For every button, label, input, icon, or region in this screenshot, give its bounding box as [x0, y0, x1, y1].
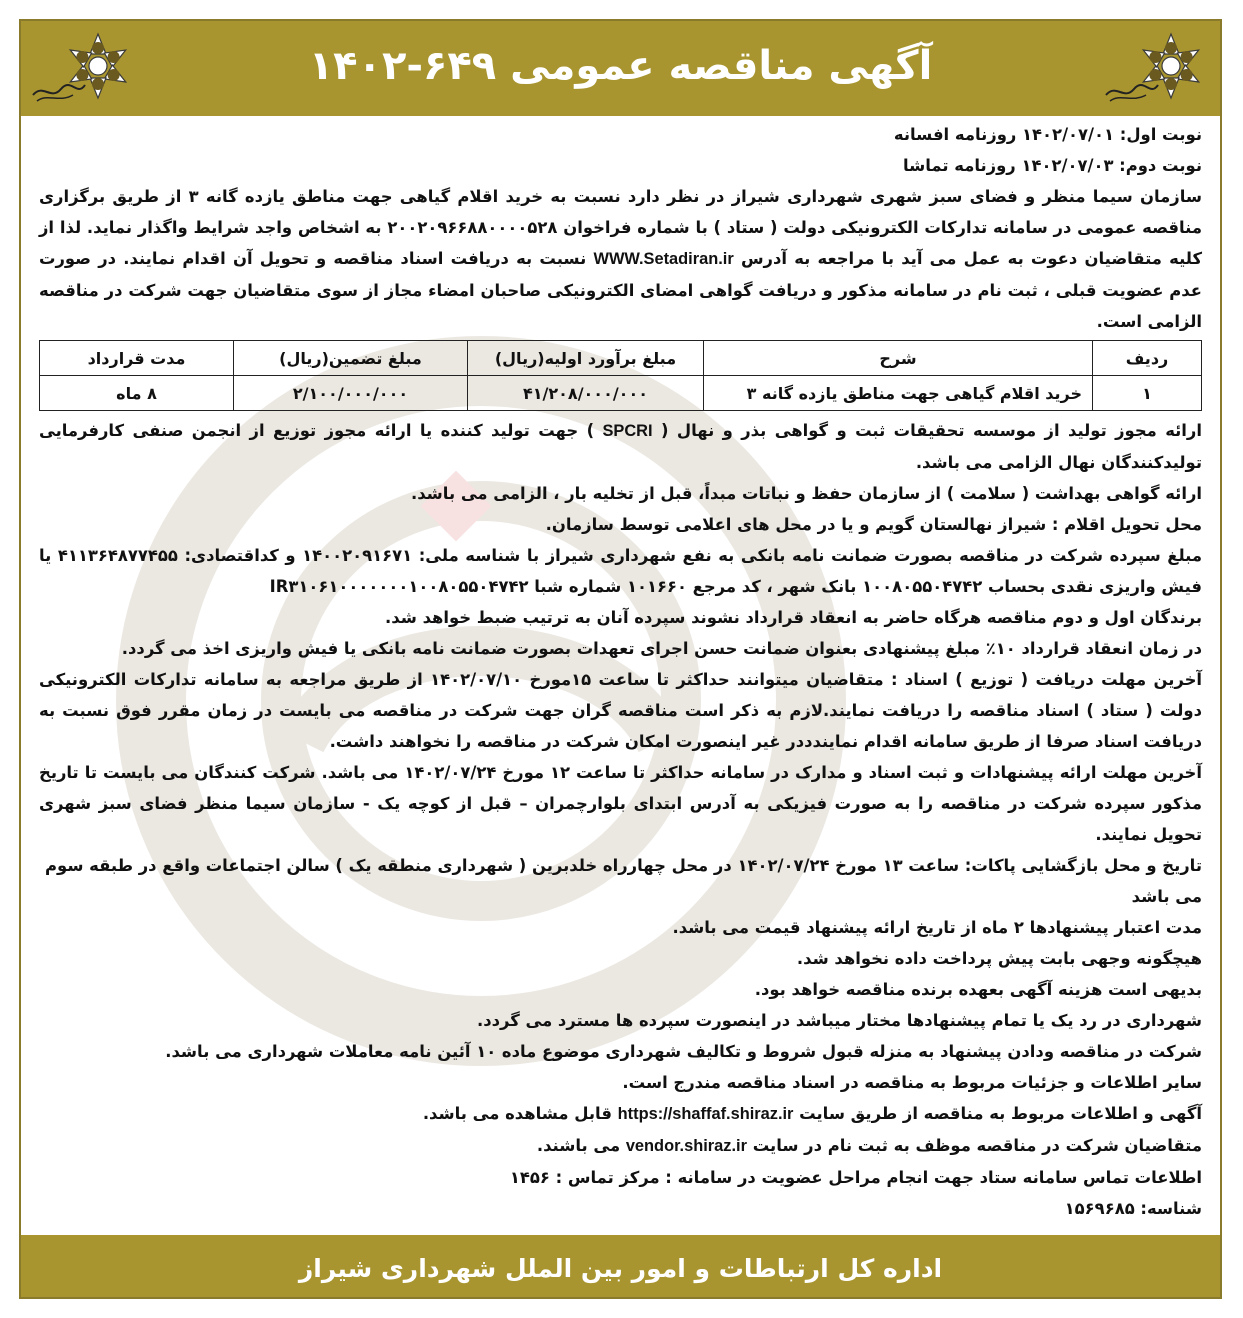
tender-items-table: [39, 340, 1202, 411]
no-prepayment: هیچگونه وجهی بابت پیش پرداخت داده نخواهد شد.: [796, 949, 1202, 968]
deposit-text-1: مبلغ سپرده شرکت در مناقصه بصورت ضمانت نامه بانکی به نفع شهرداری شیراز با شناسه ملی: ۱۴۰۰۲۰۹۱۶۷۱ و کداقتصادی: ۴۱۱۳۶۴۸۷۷۴۵۵ یا فیش واریزی: [39, 546, 1202, 596]
col-initial-estimate: مبلغ برآورد اولیه(ریال): [468, 341, 704, 376]
cell-guarantee-amount: ۲/۱۰۰/۰۰۰/۰۰۰: [234, 376, 468, 411]
spcri-code: SPCRI: [602, 422, 653, 440]
cell-contract-duration: ۸ ماه: [40, 376, 234, 411]
vendor-text-b: می باشند.: [536, 1136, 621, 1155]
license-paragraph: [39, 415, 1202, 478]
intro-paragraph: [39, 181, 1202, 337]
intro-text-6: مذکور و دریافت گواهی امضای الکترونیکی صاحبان امضاء مجاز از سوی متقاضیان جهت شرکت در مناقصه الزامی است.: [39, 281, 1202, 331]
table-header-row: [40, 341, 1202, 376]
contact-info: اطلاعات تماس سامانه ستاد جهت انجام مراحل عضویت در سامانه : مرکز تماس : ۱۴۵۶: [509, 1168, 1202, 1187]
site-text-b: قابل مشاهده می باشد.: [422, 1104, 612, 1123]
vendor-info: [39, 1130, 1202, 1162]
intro-text-3: می آید با مراجعه به آدرس: [740, 249, 957, 268]
rejection-right: شهرداری در رد یک یا تمام پیشنهادها مختار میباشد در اینصورت سپرده ها مسترد می گردد.: [477, 1011, 1202, 1030]
submit-deadline-2: سپرده شرکت در مناقصه را به صورت فیزیکی به آدرس ابتدای بلوارچمران – قبل از کوچه یک - سازمان سیما منظر فضای سبز شهری تحویل نمایند.: [39, 794, 1202, 844]
site-info: [39, 1098, 1202, 1130]
title-container: [251, 29, 990, 103]
logo-script-icon: [1102, 75, 1162, 105]
receive-deadline-3: اقدام نمایندددر غیر اینصورت امکان شرکت در مناقصه را نخواهند داشت.: [329, 732, 908, 751]
intro-text-5: نسبت به دریافت اسناد مناقصه و تحویل آن اقدام نمایند. در صورت عدم عضویت قبلی ، ثبت نام در سامانه: [39, 249, 1202, 300]
receive-deadline-1: آخرین مهلت دریافت ( توزیع ) اسناد : متقاضیان میتوانند حداکثر تا ساعت ۱۵مورخ ۱۴۰۲/۰۷/۱۰ از طریق مراجعه به سامانه تدارکات الکترونیکی دولت ( ستاد ): [39, 670, 1203, 720]
notice-frame: [19, 19, 1222, 1299]
receive-deadline-2: اسناد مناقصه را دریافت نمایند.لازم به ذکر است مناقصه گران جهت شرکت در مناقصه می بایست در زمان مقرر فوق نسبت به دریافت اسناد صرفا از طریق سامانه: [39, 701, 1202, 751]
shaffaf-link[interactable]: https://shaffaf.shiraz.ir: [617, 1105, 794, 1123]
footer-text: اداره کل ارتباطات و امور بین الملل شهرداری شیراز: [298, 1253, 943, 1283]
submit-deadline-paragraph: [39, 757, 1202, 850]
first-publication: نوبت اول: ۱۴۰۲/۰۷/۰۱ روزنامه افسانه: [893, 125, 1202, 144]
license-text-a: ارائه مجوز تولید از موسسه تحقیقات ثبت و گواهی بذر و نهال (: [660, 421, 1202, 440]
receive-deadline-paragraph: [39, 664, 1202, 757]
submit-deadline-1: آخرین مهلت ارائه پیشنهادات و ثبت اسناد و مدارک در سامانه حداکثر تا ساعت ۱۲ مورخ ۱۴۰۲/۰۷/۲۴ می باشد. شرکت کنندگان می بایست تا تاریخ مذکور: [39, 763, 1202, 813]
performance-guarantee: در زمان انعقاد قرارداد ۱۰٪ مبلغ پیشنهادی بعنوان ضمانت حسن اجرای تعهدات بصورت ضمانت نامه بانکی یا فیش واریزی اخذ می گردد.: [121, 639, 1202, 658]
col-row-number: ردیف: [1093, 341, 1202, 376]
intro-text-1: سازمان سیما منظر و فضای سبز شهری شهرداری شیراز در نظر دارد نسبت به خرید اقلام گیاهی جهت مناطق یازده گانه ۳ از طریق برگزاری مناقصه عمومی در: [39, 187, 1202, 237]
ad-cost: بدیهی است هزینه آگهی بعهده برنده مناقصه خواهد بود.: [754, 980, 1202, 999]
acceptance-clause: شرکت در مناقصه ودادن پیشنهاد به منزله قبول شروط و تکالیف شهرداری موضوع ماده ۱۰ آئین نامه معاملات شهرداری می باشد.: [165, 1042, 1202, 1061]
health-certificate: ارائه گواهی بهداشت ( سلامت ) از سازمان حفظ و نباتات مبداً، قبل از تخلیه بار ، الزامی می باشد.: [410, 484, 1202, 503]
intro-text-2: سامانه تدارکات الکترونیکی دولت ( ستاد ) با شماره فراخوان ۲۰۰۲۰۹۶۶۸۸۰۰۰۰۵۲۸ به اشخاص واجد شرایط واگذار نماید. لذا از کلیه متقاضیان دعوت به عمل: [39, 218, 1203, 268]
winners-clause: برندگان اول و دوم مناقصه هرگاه حاضر به انعقاد قرارداد نشوند سپرده آنان به ترتیب ضبط خواهد شد.: [385, 608, 1202, 627]
license-text-c: نهال الزامی می باشد.: [915, 453, 1096, 472]
col-guarantee-amount: مبلغ تضمین(ریال): [234, 341, 468, 376]
license-text-b: ) جهت تولید کننده یا ارائه مجوز توزیع از انجمن صنفی کارفرمایی تولیدکنندگان: [39, 421, 1202, 472]
site-text-a: آگهی و اطلاعات مربوط به مناقصه از طریق سایت: [799, 1104, 1202, 1123]
other-info: سایر اطلاعات و جزئیات مربوط به مناقصه در اسناد مناقصه مندرج است.: [622, 1073, 1202, 1092]
second-publication: نوبت دوم: ۱۴۰۲/۰۷/۰۳ روزنامه تماشا: [903, 156, 1202, 175]
municipality-logo-right: [1102, 31, 1212, 111]
footer-band: [21, 1235, 1220, 1297]
municipality-logo-left: [29, 31, 139, 111]
offer-validity: مدت اعتبار پیشنهادها ۲ ماه از تاریخ ارائه پیشنهاد قیمت می باشد.: [672, 918, 1202, 937]
deposit-iban: IR۳۱۰۶۱۰۰۰۰۰۰۰۱۰۰۸۰۵۵۰۴۷۴۲: [269, 577, 529, 596]
notice-id: شناسه: ۱۵۶۹۶۸۵: [1064, 1199, 1202, 1218]
setadiran-link[interactable]: WWW.Setadiran.ir: [593, 250, 734, 268]
cell-initial-estimate: ۴۱/۲۰۸/۰۰۰/۰۰۰: [468, 376, 704, 411]
delivery-location: محل تحویل اقلام : شیراز نهالستان گویم و یا در محل های اعلامی توسط سازمان.: [545, 515, 1202, 534]
opening-details: تاریخ و محل بازگشایی پاکات: ساعت ۱۳ مورخ ۱۴۰۲/۰۷/۲۴ در محل چهارراه خلدبرین ( شهرداری منطقه یک ) سالن اجتماعات واقع در طبقه سوم می باشد: [45, 856, 1202, 906]
notice-body: [39, 119, 1202, 1224]
vendor-text-a: متقاضیان شرکت در مناقصه موظف به ثبت نام در سایت: [752, 1136, 1202, 1155]
logo-script-icon: [29, 75, 89, 105]
col-description: شرح: [704, 341, 1093, 376]
cell-description: خرید اقلام گیاهی جهت مناطق یازده گانه ۳: [704, 376, 1093, 411]
deposit-text-2: نقدی بحساب ۱۰۰۸۰۵۵۰۴۷۴۲ بانک شهر ، کد مرجع ۱۰۱۶۶۰ شماره شبا: [534, 577, 1094, 596]
footer-container: [298, 1241, 943, 1295]
col-contract-duration: مدت قرارداد: [40, 341, 234, 376]
vendor-link[interactable]: vendor.shiraz.ir: [625, 1137, 747, 1155]
cell-row-number: ۱: [1093, 376, 1202, 411]
deposit-paragraph: [39, 540, 1202, 602]
notice-title: آگهی مناقصه عمومی ۶۴۹-۱۴۰۲: [308, 43, 933, 89]
table-row: [40, 376, 1202, 411]
